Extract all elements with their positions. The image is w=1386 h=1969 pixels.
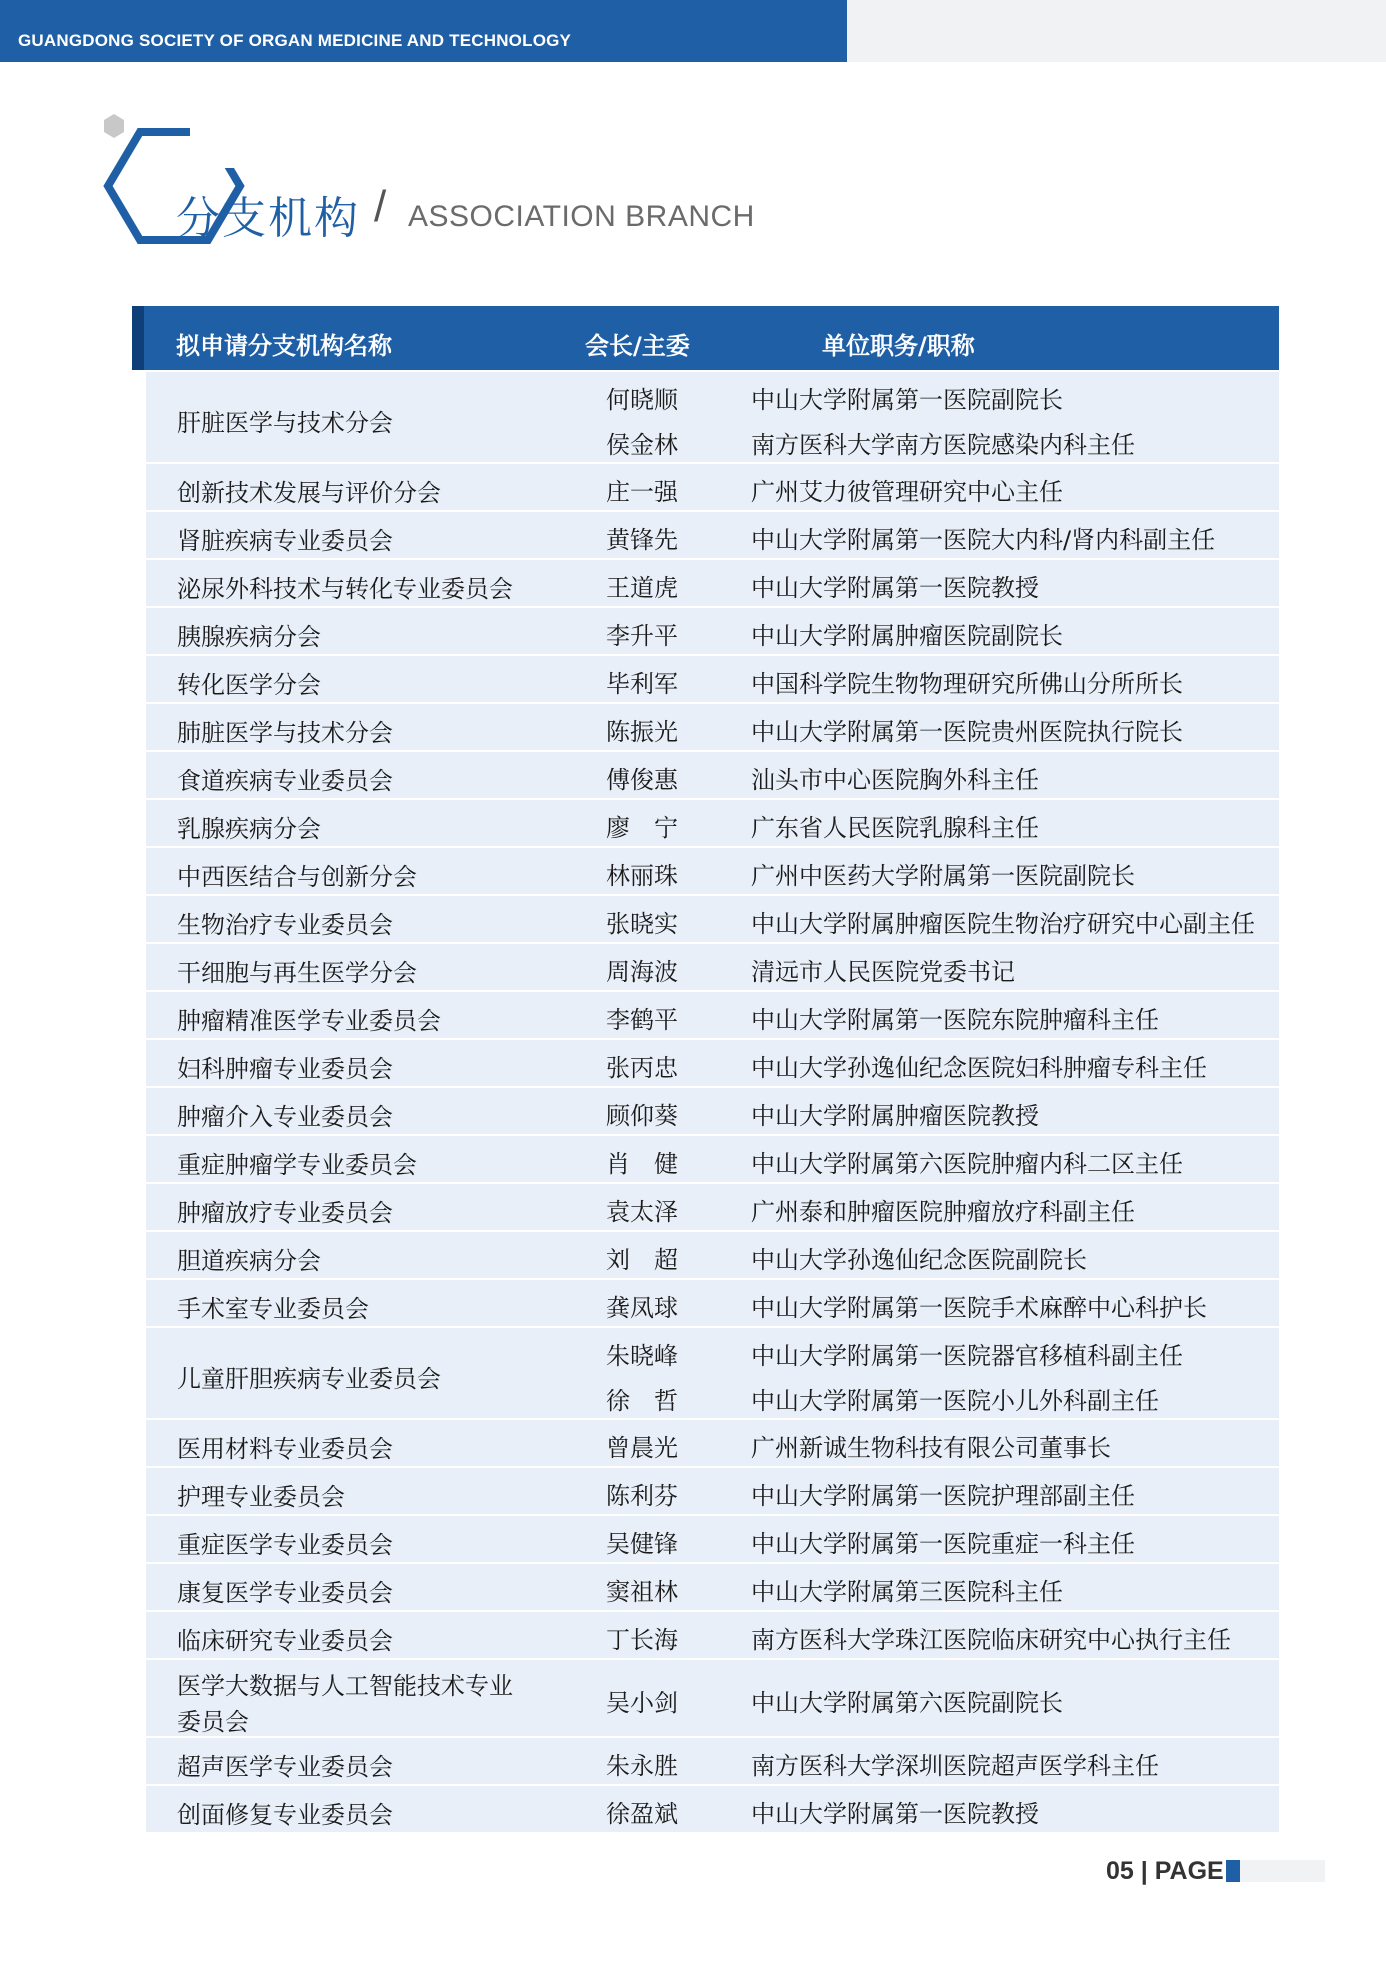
branch-name: 肿瘤介入专业委员会 bbox=[177, 1103, 393, 1131]
president-name: 廖 宁 bbox=[606, 814, 678, 842]
president-name: 吴小剑 bbox=[606, 1689, 678, 1717]
branch-name: 肿瘤放疗专业委员会 bbox=[177, 1199, 393, 1227]
branch-name: 胰腺疾病分会 bbox=[177, 623, 321, 651]
president-name: 徐盈斌 bbox=[606, 1800, 678, 1828]
president-name: 李升平 bbox=[606, 622, 678, 650]
table-row bbox=[146, 1328, 1279, 1418]
branch-name: 医学大数据与人工智能技术专业 bbox=[177, 1672, 513, 1700]
president-name: 曾晨光 bbox=[606, 1434, 678, 1462]
president-name: 庄一强 bbox=[606, 478, 678, 506]
branch-name: 超声医学专业委员会 bbox=[177, 1753, 393, 1781]
branch-name: 委员会 bbox=[177, 1708, 249, 1736]
branch-name: 乳腺疾病分会 bbox=[177, 815, 321, 843]
branch-name: 妇科肿瘤专业委员会 bbox=[177, 1055, 393, 1083]
header-position: 单位职务/职称 bbox=[822, 332, 975, 360]
position-title: 中山大学孙逸仙纪念医院副院长 bbox=[751, 1246, 1087, 1274]
position-title: 南方医科大学南方医院感染内科主任 bbox=[751, 430, 1135, 459]
president-name: 刘 超 bbox=[606, 1246, 678, 1274]
table-row bbox=[146, 1184, 1279, 1230]
org-name: GUANGDONG SOCIETY OF ORGAN MEDICINE AND TECHNOLOGY bbox=[18, 31, 572, 50]
president-name: 袁太泽 bbox=[606, 1198, 678, 1226]
position-title: 中山大学附属第一医院教授 bbox=[751, 574, 1039, 602]
branch-name: 手术室专业委员会 bbox=[177, 1295, 369, 1323]
president-name: 侯金林 bbox=[606, 430, 678, 459]
position-title: 中山大学附属第一医院教授 bbox=[751, 1800, 1039, 1828]
president-name: 毕利军 bbox=[606, 670, 678, 698]
president-name: 丁长海 bbox=[606, 1626, 678, 1654]
table-row bbox=[146, 848, 1279, 894]
branch-name: 肿瘤精准医学专业委员会 bbox=[177, 1007, 441, 1035]
branch-name: 医用材料专业委员会 bbox=[177, 1435, 393, 1463]
table-row bbox=[146, 656, 1279, 702]
president-name: 吴健锋 bbox=[606, 1530, 678, 1558]
table-row bbox=[146, 1280, 1279, 1326]
page-marker-strip bbox=[1240, 1860, 1325, 1882]
table-row bbox=[146, 1420, 1279, 1466]
president-name: 林丽珠 bbox=[606, 862, 678, 890]
president-name: 陈利芬 bbox=[606, 1482, 678, 1510]
position-title: 清远市人民医院党委书记 bbox=[751, 958, 1015, 986]
position-title: 中山大学附属第三医院科主任 bbox=[751, 1578, 1063, 1606]
position-title: 中山大学孙逸仙纪念医院妇科肿瘤专科主任 bbox=[751, 1054, 1207, 1082]
page-number: 05 | PAGE bbox=[1106, 1857, 1224, 1885]
position-title: 中山大学附属第一医院东院肿瘤科主任 bbox=[751, 1006, 1159, 1034]
table-row bbox=[146, 1136, 1279, 1182]
position-title: 广州泰和肿瘤医院肿瘤放疗科副主任 bbox=[751, 1198, 1135, 1226]
table-row bbox=[146, 1786, 1279, 1832]
position-title: 中山大学附属肿瘤医院生物治疗研究中心副主任 bbox=[751, 910, 1255, 938]
position-title: 汕头市中心医院胸外科主任 bbox=[751, 766, 1039, 794]
branch-name: 肝脏医学与技术分会 bbox=[177, 409, 393, 437]
table-row bbox=[146, 752, 1279, 798]
position-title: 广州新诚生物科技有限公司董事长 bbox=[751, 1434, 1111, 1462]
branch-name: 重症医学专业委员会 bbox=[177, 1531, 393, 1559]
president-name: 龚凤球 bbox=[606, 1294, 678, 1322]
position-title: 中山大学附属第一医院小儿外科副主任 bbox=[751, 1386, 1159, 1415]
president-name: 张晓实 bbox=[606, 910, 678, 938]
table-row bbox=[146, 608, 1279, 654]
president-name: 窦祖林 bbox=[606, 1578, 678, 1606]
table-row bbox=[146, 1088, 1279, 1134]
position-title: 中山大学附属第一医院手术麻醉中心科护长 bbox=[751, 1294, 1207, 1322]
table-row bbox=[146, 1738, 1279, 1784]
position-title: 广州艾力彼管理研究中心主任 bbox=[751, 478, 1063, 506]
branch-name: 食道疾病专业委员会 bbox=[177, 767, 393, 795]
position-title: 中山大学附属肿瘤医院副院长 bbox=[751, 622, 1063, 650]
header-bar bbox=[0, 0, 847, 62]
position-title: 中山大学附属第一医院器官移植科副主任 bbox=[751, 1341, 1183, 1370]
president-name: 朱永胜 bbox=[606, 1752, 678, 1780]
position-title: 中山大学附属第一医院副院长 bbox=[751, 385, 1063, 414]
president-name: 傅俊惠 bbox=[606, 766, 678, 794]
president-name: 何晓顺 bbox=[606, 385, 678, 414]
president-name: 朱晓峰 bbox=[606, 1341, 678, 1370]
page-subtitle-en: ASSOCIATION BRANCH bbox=[408, 200, 755, 233]
title-slash: / bbox=[374, 182, 387, 231]
branch-name: 临床研究专业委员会 bbox=[177, 1627, 393, 1655]
president-name: 王道虎 bbox=[606, 574, 678, 602]
branch-name: 肺脏医学与技术分会 bbox=[177, 719, 393, 747]
branch-name: 重症肿瘤学专业委员会 bbox=[177, 1151, 417, 1179]
table-row bbox=[146, 1660, 1279, 1736]
branch-name: 创新技术发展与评价分会 bbox=[177, 479, 441, 507]
branch-name: 中西医结合与创新分会 bbox=[177, 863, 417, 891]
president-name: 李鹤平 bbox=[606, 1006, 678, 1034]
president-name: 张丙忠 bbox=[606, 1054, 678, 1082]
page-marker bbox=[1226, 1860, 1240, 1882]
table-row bbox=[146, 800, 1279, 846]
table-row bbox=[146, 1232, 1279, 1278]
table-row bbox=[146, 1612, 1279, 1658]
president-name: 陈振光 bbox=[606, 718, 678, 746]
header-branch-name: 拟申请分支机构名称 bbox=[176, 332, 392, 360]
table-row bbox=[146, 992, 1279, 1038]
table-row bbox=[146, 512, 1279, 558]
table-row bbox=[146, 704, 1279, 750]
table-row bbox=[146, 1468, 1279, 1514]
branch-name: 干细胞与再生医学分会 bbox=[177, 959, 417, 987]
table-row bbox=[146, 560, 1279, 606]
branch-name: 肾脏疾病专业委员会 bbox=[177, 527, 393, 555]
position-title: 广东省人民医院乳腺科主任 bbox=[751, 814, 1039, 842]
branch-name: 泌尿外科技术与转化专业委员会 bbox=[177, 575, 513, 603]
branch-name: 生物治疗专业委员会 bbox=[177, 911, 393, 939]
branch-name: 创面修复专业委员会 bbox=[177, 1801, 393, 1829]
president-name: 黄锋先 bbox=[606, 526, 678, 554]
branch-name: 康复医学专业委员会 bbox=[177, 1579, 393, 1607]
table-row bbox=[146, 1040, 1279, 1086]
header-president: 会长/主委 bbox=[585, 332, 690, 360]
position-title: 中国科学院生物物理研究所佛山分所所长 bbox=[751, 670, 1183, 698]
branch-name: 转化医学分会 bbox=[177, 671, 321, 699]
position-title: 中山大学附属第一医院大内科/肾内科副主任 bbox=[751, 526, 1216, 554]
president-name: 徐 哲 bbox=[606, 1386, 678, 1415]
branch-table bbox=[146, 372, 1279, 1834]
page-title: 分支机构 bbox=[176, 193, 360, 244]
branch-name: 护理专业委员会 bbox=[177, 1483, 345, 1511]
table-row bbox=[146, 1564, 1279, 1610]
table-header-accent bbox=[132, 306, 144, 370]
president-name: 周海波 bbox=[606, 958, 678, 986]
position-title: 南方医科大学珠江医院临床研究中心执行主任 bbox=[751, 1626, 1231, 1654]
president-name: 顾仰葵 bbox=[606, 1102, 678, 1130]
table-row bbox=[146, 372, 1279, 462]
table-row bbox=[146, 896, 1279, 942]
position-title: 中山大学附属肿瘤医院教授 bbox=[751, 1102, 1039, 1130]
table-row bbox=[146, 1516, 1279, 1562]
position-title: 南方医科大学深圳医院超声医学科主任 bbox=[751, 1752, 1159, 1780]
table-row bbox=[146, 944, 1279, 990]
branch-name: 儿童肝胆疾病专业委员会 bbox=[177, 1365, 441, 1393]
position-title: 中山大学附属第一医院重症一科主任 bbox=[751, 1530, 1135, 1558]
table-row bbox=[146, 464, 1279, 510]
position-title: 广州中医药大学附属第一医院副院长 bbox=[751, 862, 1135, 890]
table-header bbox=[132, 306, 1279, 370]
header-bar-right bbox=[847, 0, 1386, 62]
branch-name: 胆道疾病分会 bbox=[177, 1247, 321, 1275]
position-title: 中山大学附属第六医院副院长 bbox=[751, 1689, 1063, 1717]
position-title: 中山大学附属第一医院护理部副主任 bbox=[751, 1482, 1135, 1510]
position-title: 中山大学附属第六医院肿瘤内科二区主任 bbox=[751, 1150, 1183, 1178]
position-title: 中山大学附属第一医院贵州医院执行院长 bbox=[751, 718, 1183, 746]
president-name: 肖 健 bbox=[606, 1150, 678, 1178]
